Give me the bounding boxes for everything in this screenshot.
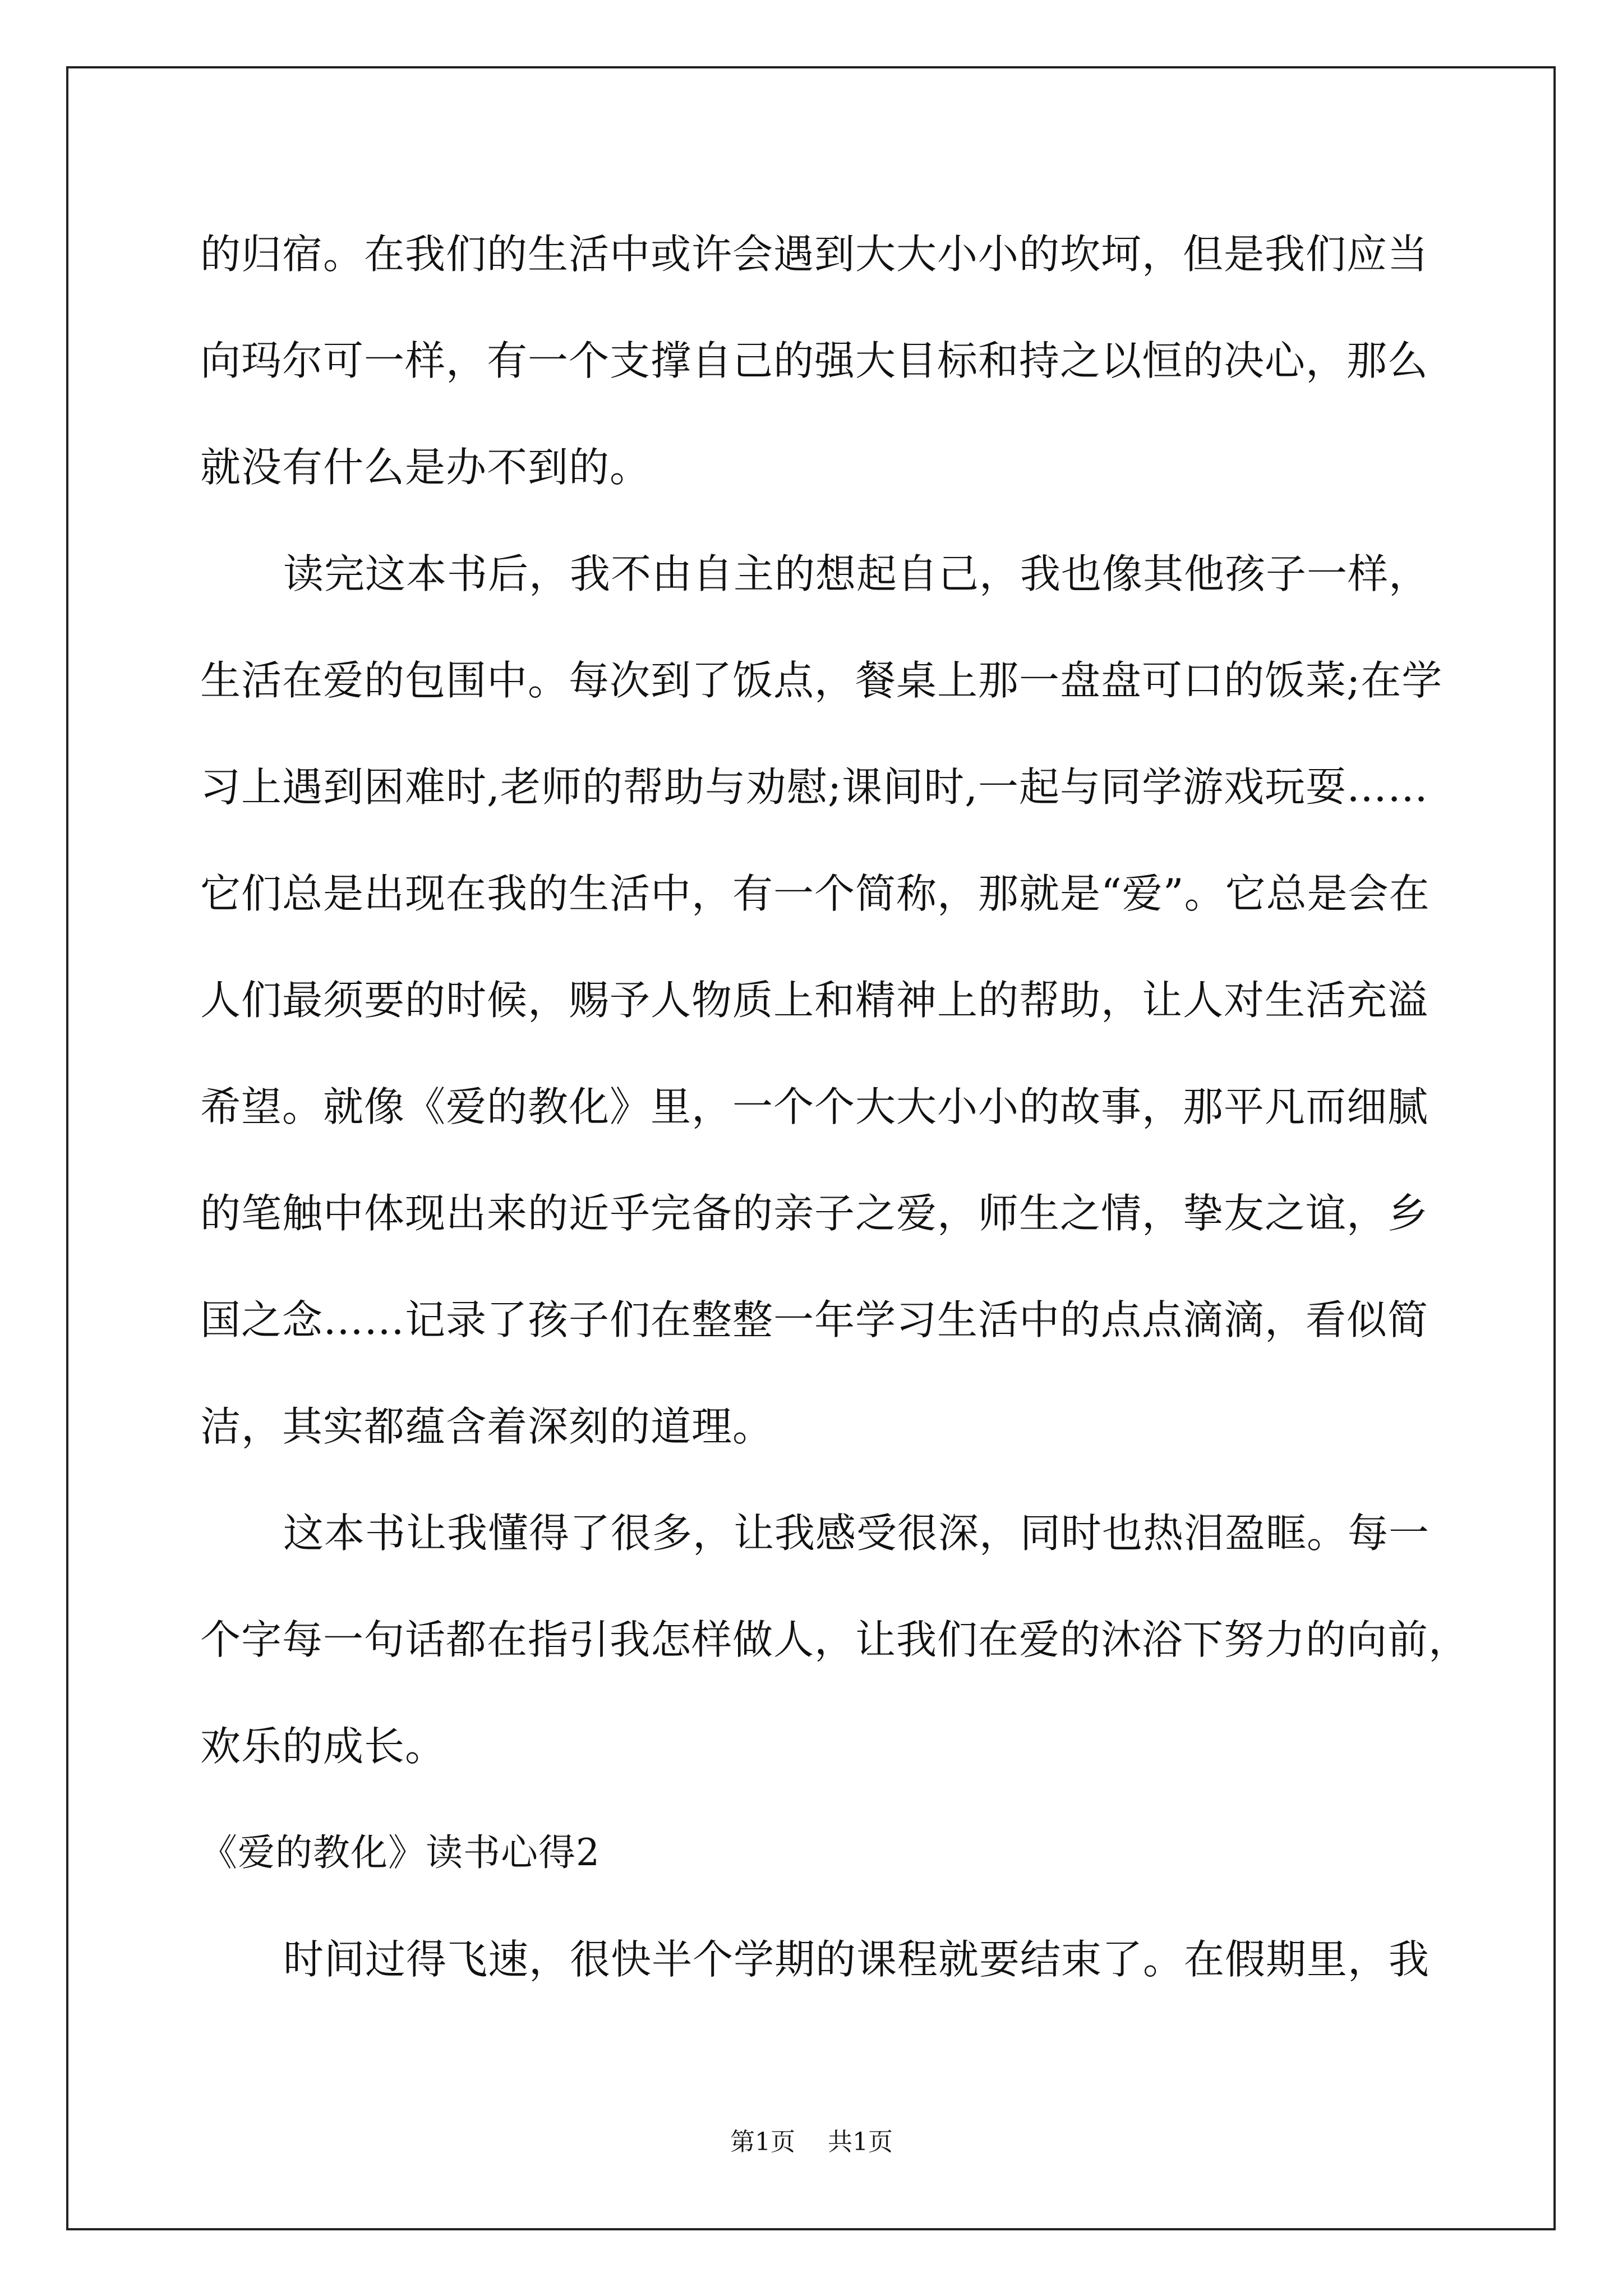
paragraph-start-line: 这本书让我懂得了很多，让我感受很深，同时也热泪盈眶。每一 [283, 1510, 1430, 1557]
text-line: 生活在爱的包围中。每次到了饭点，餐桌上那一盘盘可口的饭菜;在学 [200, 657, 1443, 704]
text-line: 人们最须要的时候，赐予人物质上和精神上的帮助，让人对生活充溢 [200, 977, 1429, 1024]
text-line: 习上遇到困难时,老师的帮助与劝慰;课间时,一起与同学游戏玩耍…… [200, 763, 1429, 811]
document-body [200, 212, 1470, 2024]
page-total: 共1页 [828, 2128, 893, 2156]
text-line: 向玛尔可一样，有一个支撑自己的强大目标和持之以恒的决心，那么 [200, 337, 1429, 384]
section-heading: 《爱的教化》读书心得2 [200, 1831, 600, 1874]
text-line: 国之念……记录了孩子们在整整一年学习生活中的点点滴滴，看似简 [200, 1296, 1429, 1343]
text-line: 就没有什么是办不到的。 [200, 444, 651, 491]
text-line: 洁，其实都蕴含着深刻的道理。 [200, 1403, 774, 1450]
text-line: 的归宿。在我们的生活中或许会遇到大大小小的坎坷，但是我们应当 [200, 231, 1429, 278]
paragraph-start-line: 时间过得飞速，很快半个学期的课程就要结束了。在假期里，我 [283, 1936, 1430, 1983]
text-line: 欢乐的成长。 [200, 1723, 446, 1770]
text-line: 的笔触中体现出来的近乎完备的亲子之爱，师生之情，挚友之谊，乡 [200, 1190, 1429, 1237]
paragraph-start-line: 读完这本书后，我不由自主的想起自己，我也像其他孩子一样， [283, 550, 1430, 597]
text-line: 个字每一句话都在指引我怎样做人，让我们在爱的沐浴下努力的向前， [200, 1616, 1470, 1663]
page-number: 第1页 [730, 2128, 795, 2156]
text-line: 希望。就像《爱的教化》里，一个个大大小小的故事，那平凡而细腻 [200, 1083, 1429, 1130]
text-line: 它们总是出现在我的生活中，有一个简称，那就是“爱”。它总是会在 [200, 870, 1430, 917]
page-footer [0, 2122, 1623, 2157]
